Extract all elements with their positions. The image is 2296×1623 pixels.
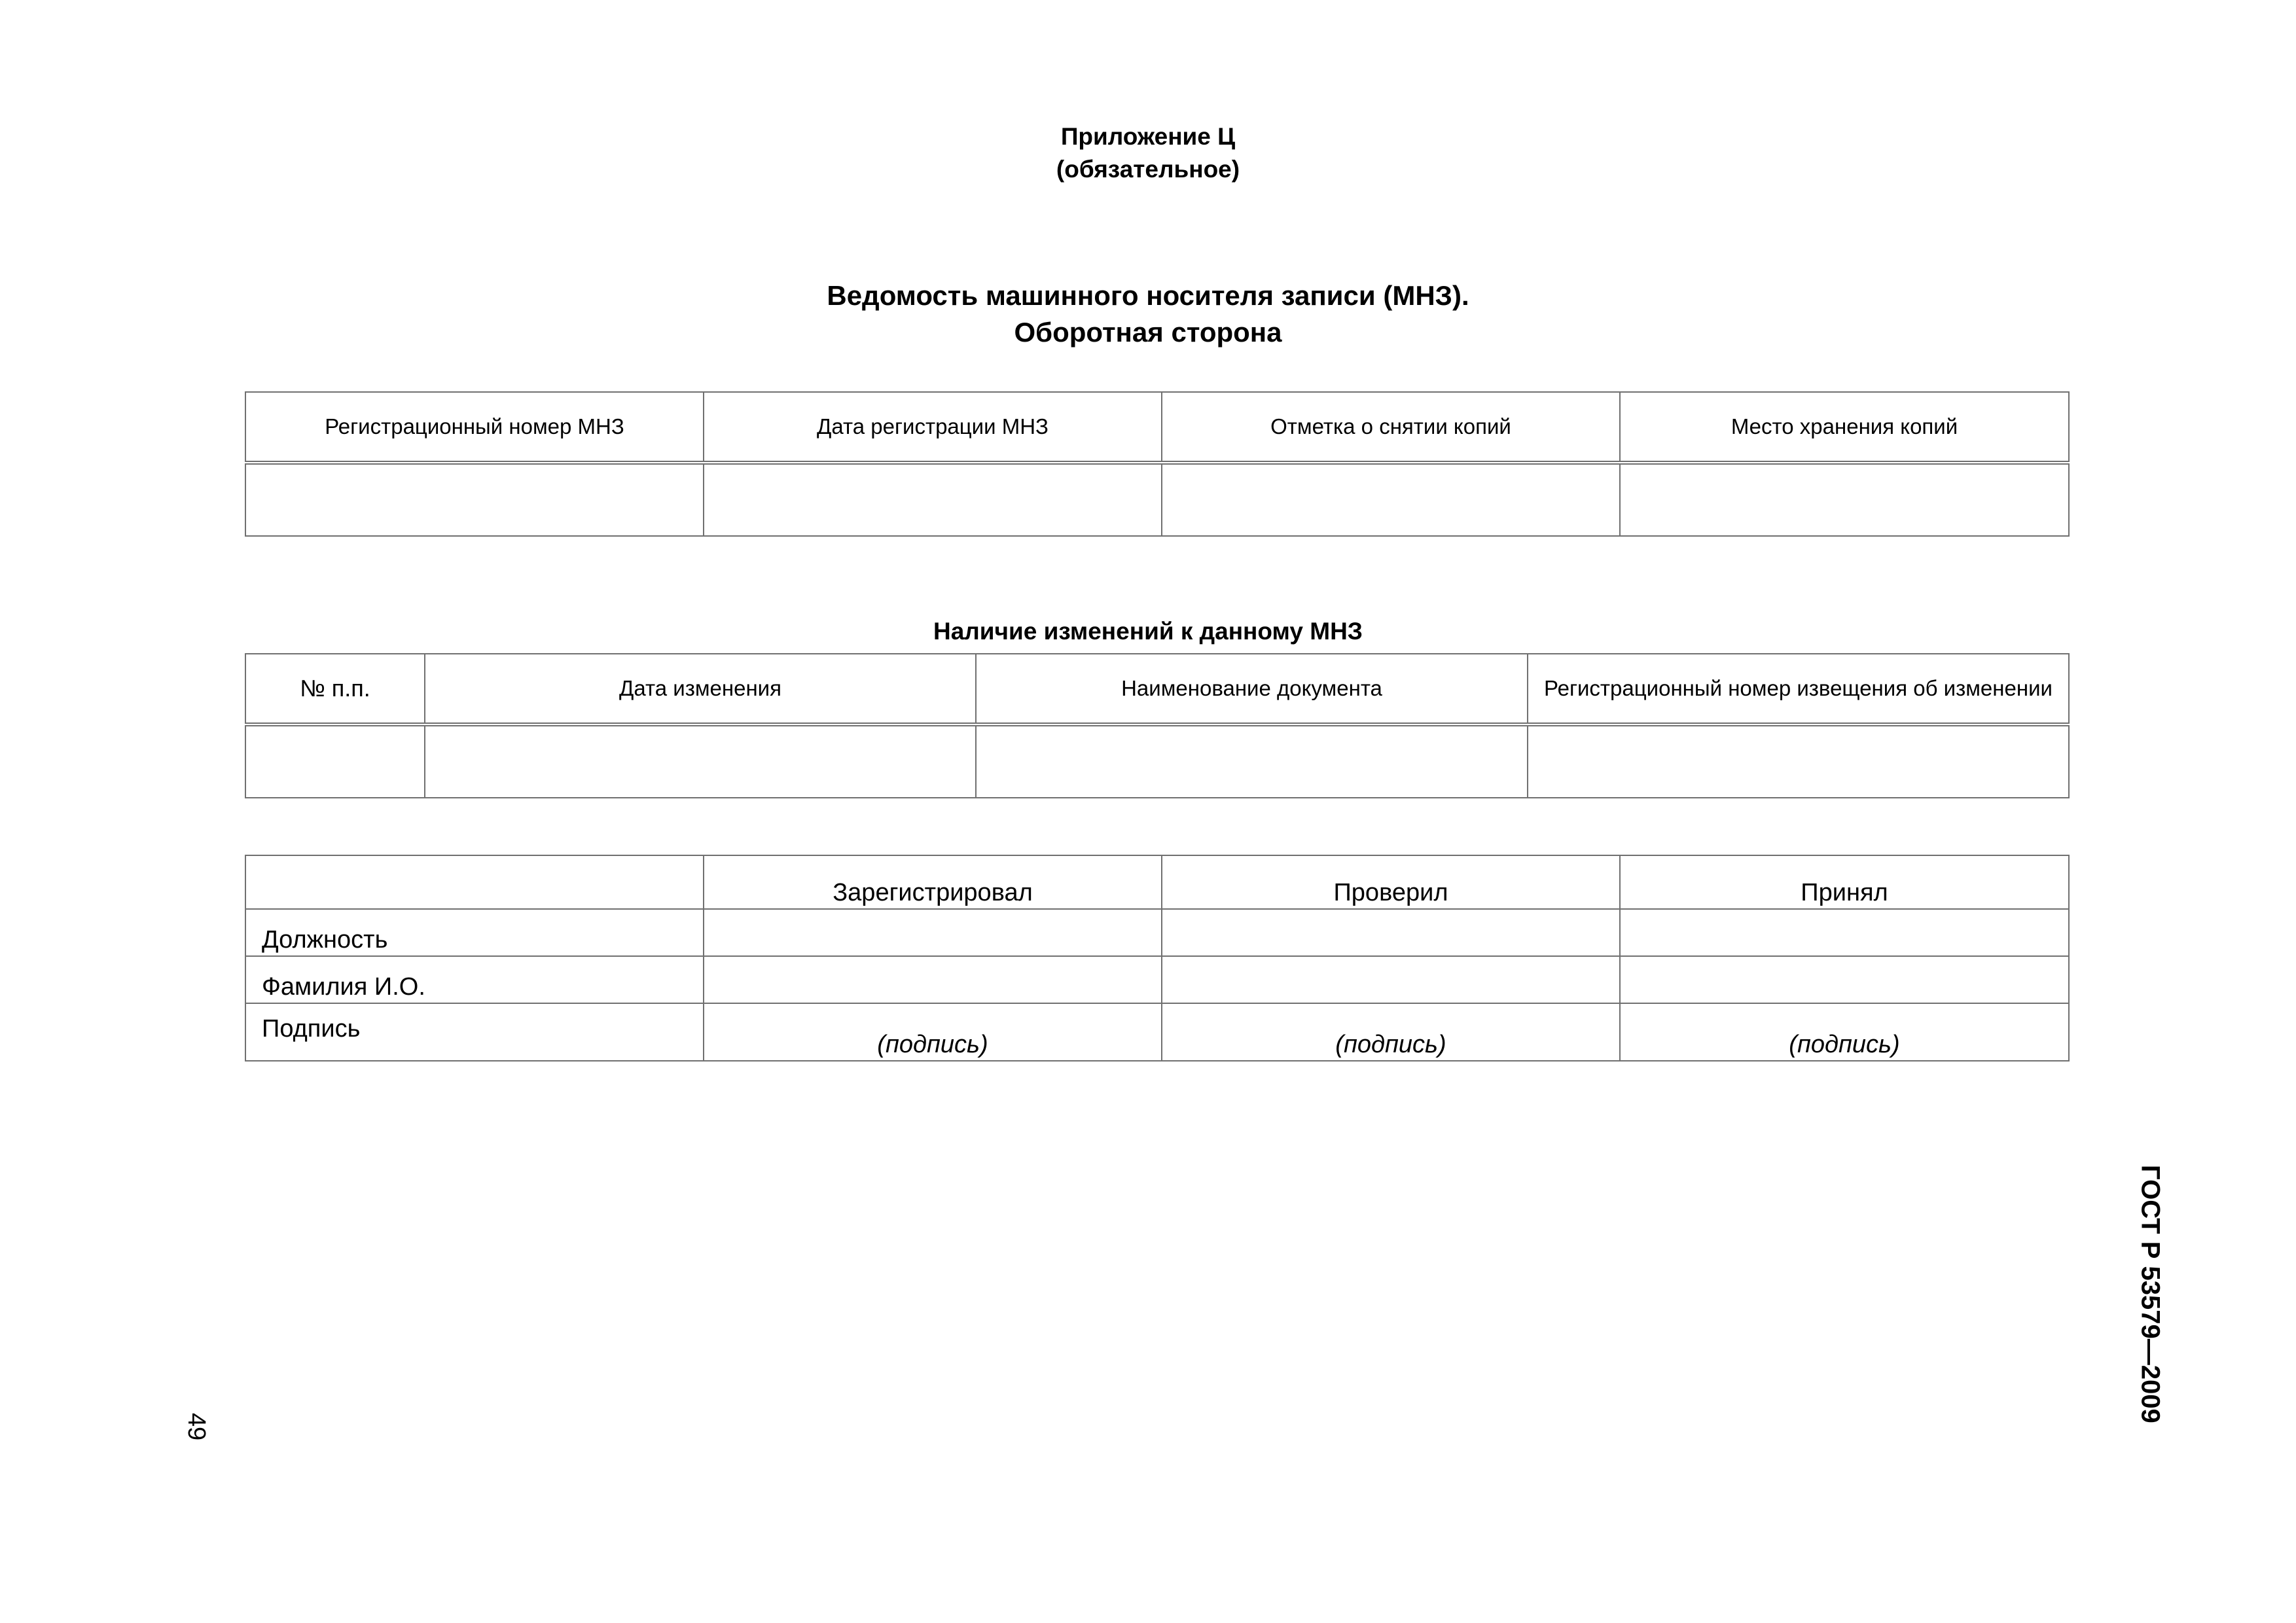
name-row [245, 956, 2069, 1003]
signatures-table [245, 855, 2070, 1061]
annex-subtitle: (обязательное) [1056, 156, 1240, 183]
changes-section-title: Наличие изменений к данному МНЗ [933, 618, 1363, 645]
empty-cell[interactable] [1162, 956, 1620, 1003]
column-header: Регистрационный номер извещения об изменении [1528, 654, 2069, 724]
changes-entry-row [245, 724, 2069, 798]
empty-cell[interactable] [1620, 909, 2069, 956]
annex-heading [0, 120, 2296, 186]
row-label: Должность [245, 909, 704, 956]
empty-cell[interactable] [1620, 463, 2069, 536]
document-title-line1: Ведомость машинного носителя записи (МНЗ). [827, 280, 1469, 311]
row-label: Подпись [245, 1003, 704, 1061]
empty-cell[interactable] [1162, 463, 1620, 536]
signature-placeholder[interactable]: (подпись) [1620, 1003, 2069, 1061]
empty-cell[interactable] [1162, 909, 1620, 956]
page-number: 49 [183, 1412, 211, 1441]
registration-entry-row [245, 463, 2069, 536]
changes-table [245, 653, 2070, 798]
signature-row [245, 1003, 2069, 1061]
signatures-header-row [245, 855, 2069, 909]
column-header: Дата регистрации МНЗ [704, 392, 1162, 463]
empty-cell[interactable] [1528, 724, 2069, 798]
column-header: Наименование документа [976, 654, 1528, 724]
document-title [0, 277, 2296, 351]
registration-table [245, 391, 2070, 537]
column-header: Принял [1620, 855, 2069, 909]
column-header: № п.п. [245, 654, 425, 724]
empty-cell[interactable] [245, 463, 704, 536]
registration-header-row [245, 392, 2069, 463]
document-title-line2: Оборотная сторона [1014, 317, 1282, 348]
column-header: Проверил [1162, 855, 1620, 909]
column-header: Место хранения копий [1620, 392, 2069, 463]
column-header: Регистрационный номер МНЗ [245, 392, 704, 463]
changes-header-row [245, 654, 2069, 724]
row-label: Фамилия И.О. [245, 956, 704, 1003]
empty-cell[interactable] [245, 724, 425, 798]
empty-cell[interactable] [1620, 956, 2069, 1003]
empty-cell[interactable] [704, 956, 1162, 1003]
signature-placeholder[interactable]: (подпись) [704, 1003, 1162, 1061]
column-header: Зарегистрировал [704, 855, 1162, 909]
empty-cell[interactable] [976, 724, 1528, 798]
empty-cell[interactable] [704, 463, 1162, 536]
position-row [245, 909, 2069, 956]
standard-designation: ГОСТ Р 53579—2009 [2136, 1165, 2165, 1423]
empty-cell[interactable] [425, 724, 976, 798]
empty-corner-cell [245, 855, 704, 909]
empty-cell[interactable] [704, 909, 1162, 956]
column-header: Отметка о снятии копий [1162, 392, 1620, 463]
column-header: Дата изменения [425, 654, 976, 724]
signature-placeholder[interactable]: (подпись) [1162, 1003, 1620, 1061]
annex-title: Приложение Ц [1060, 123, 1236, 150]
